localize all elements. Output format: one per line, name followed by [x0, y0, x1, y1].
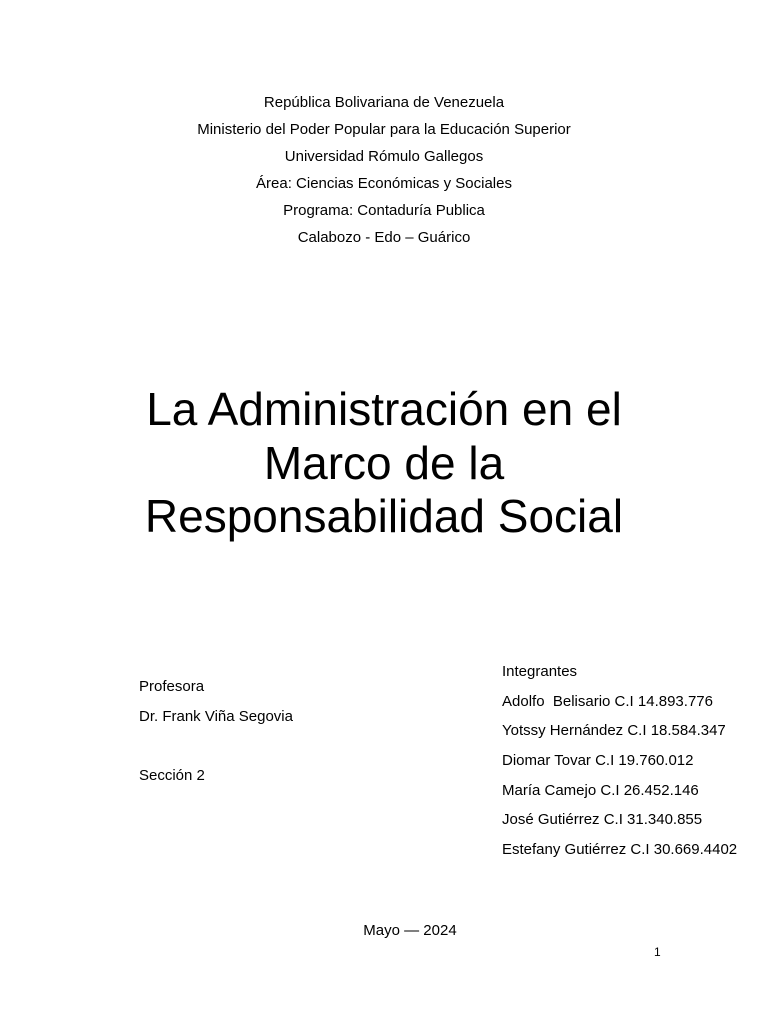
title-line-2: Marco de la [263, 436, 505, 489]
member-item: Estefany Gutiérrez C.I 30.669.4402 [502, 841, 738, 859]
professor-block [139, 672, 439, 791]
page-number: 1 [654, 945, 661, 959]
header-ministry: Ministerio del Poder Popular para la Educación Superior [197, 121, 571, 138]
spacer [139, 731, 439, 761]
professor-name: Dr. Frank Viña Segovia [139, 707, 293, 725]
document-title [0, 383, 768, 544]
member-item: María Camejo C.I 26.452.146 [502, 781, 699, 799]
member-item: Adolfo Belisario C.I 14.893.776 [502, 692, 713, 710]
document-date: Mayo — 2024 [363, 922, 457, 939]
member-item: Diomar Tovar C.I 19.760.012 [502, 752, 694, 770]
title-line-3: Responsabilidad Social [144, 490, 624, 542]
header-country: República Bolivariana de Venezuela [263, 94, 505, 111]
header-area: Área: Ciencias Económicas y Sociales [256, 175, 512, 192]
section-label: Sección 2 [139, 767, 205, 785]
members-label: Integrantes [502, 663, 578, 680]
member-item: José Gutiérrez C.I 31.340.855 [502, 811, 703, 829]
header-location: Calabozo - Edo – Guárico [297, 229, 471, 246]
members-block [502, 657, 762, 865]
title-line-1: La Administración en el [146, 383, 622, 435]
professor-label: Profesora [139, 678, 205, 695]
header-university: Universidad Rómulo Gallegos [284, 148, 484, 165]
institution-header [0, 89, 768, 251]
member-item: Yotssy Hernández C.I 18.584.347 [502, 722, 726, 740]
header-program: Programa: Contaduría Publica [283, 202, 485, 219]
